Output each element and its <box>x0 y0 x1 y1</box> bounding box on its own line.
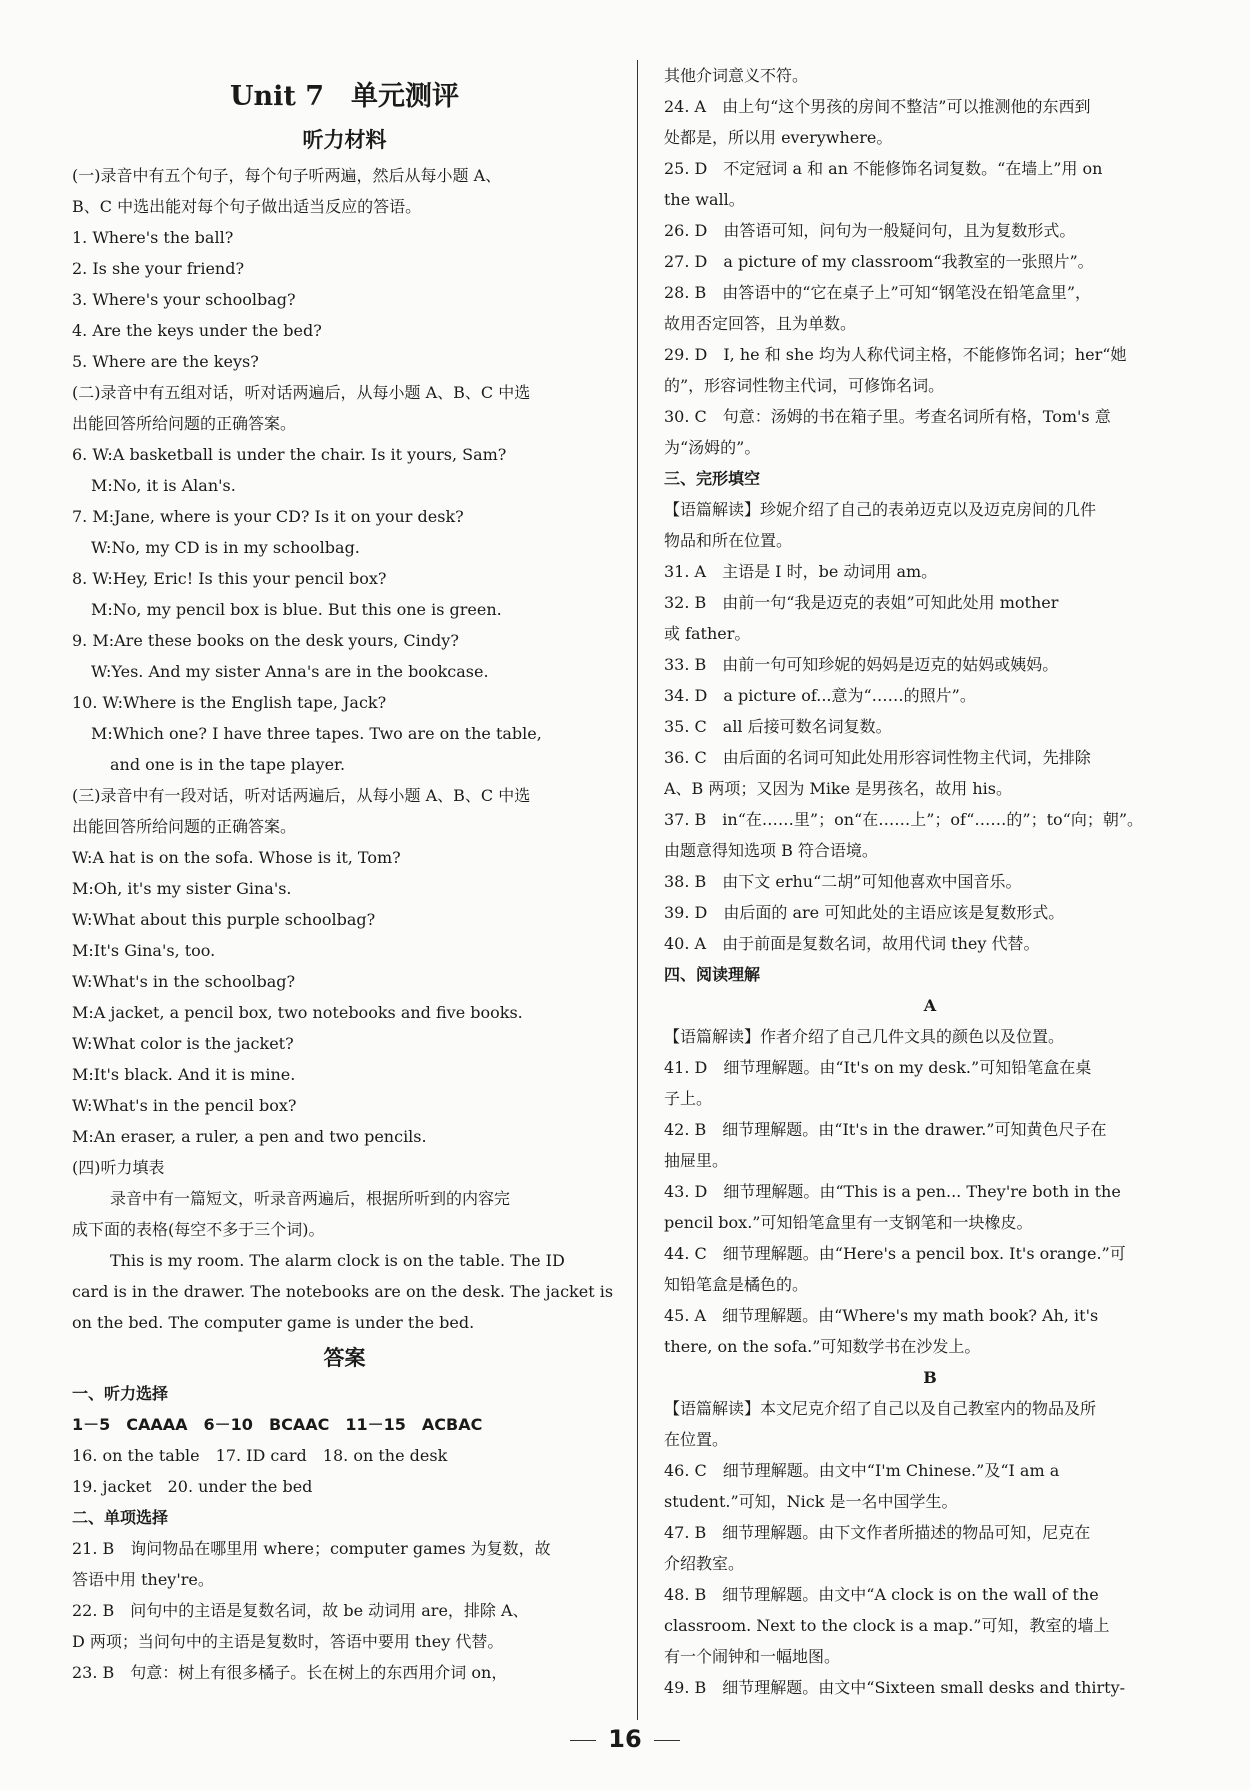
answer-line: student.”可知，Nick 是一名中国学生。 <box>664 1492 958 1511</box>
answer-line: D 两项；当问句中的主语是复数时，答语中要用 they 代替。 <box>72 1632 504 1651</box>
answer-line: 26. D 由答语可知，问句为一般疑问句，且为复数形式。 <box>664 221 1076 240</box>
passage-label: B <box>923 1368 937 1387</box>
answer-line: 1－5 CAAAA 6－10 BCAAC 11－15 ACBAC <box>72 1415 483 1434</box>
answer-line: 33. B 由前一句可知珍妮的妈妈是迈克的姑妈或姨妈。 <box>664 655 1059 674</box>
answer-line: 49. B 细节理解题。由文中“Sixteen small desks and thirty- <box>664 1678 1126 1697</box>
text-line: and one is in the tape player. <box>110 755 346 774</box>
listening-material-heading: 听力材料 <box>302 127 387 152</box>
text-line: M:No, my pencil box is blue. But this one is green. <box>91 600 502 619</box>
answer-line: 32. B 由前一句“我是迈克的表姐”可知此处用 mother <box>664 593 1059 612</box>
text-line: W:No, my CD is in my schoolbag. <box>91 538 360 557</box>
answer-line: 37. B in“在……里”；on“在……上”；of“……的”；to“向；朝”。 <box>664 810 1144 829</box>
text-line: card is in the drawer. The notebooks are on the desk. The jacket is <box>72 1282 614 1301</box>
answer-line: the wall。 <box>664 190 745 209</box>
answer-line: 36. C 由后面的名词可知此处用形容词性物主代词，先排除 <box>664 748 1091 767</box>
text-line: 4. Are the keys under the bed? <box>72 321 322 340</box>
column-divider <box>637 60 638 1720</box>
section-heading: 四、阅读理解 <box>664 965 761 984</box>
answer-line: 由题意得知选项 B 符合语境。 <box>664 841 878 860</box>
text-line: 8. W:Hey, Eric! Is this your pencil box? <box>72 569 387 588</box>
text-line: (三)录音中有一段对话，听对话两遍后，从每小题 A、B、C 中选 <box>72 786 531 805</box>
text-line: 录音中有一篇短文，听录音两遍后，根据所听到的内容完 <box>110 1189 511 1208</box>
answer-line: 40. A 由于前面是复数名词，故用代词 they 代替。 <box>664 934 1040 953</box>
text-line: 成下面的表格(每空不多于三个词)。 <box>72 1220 325 1239</box>
text-line: 出能回答所给问题的正确答案。 <box>72 817 297 836</box>
answer-line: 抽屉里。 <box>664 1151 729 1170</box>
answer-line: 处都是，所以用 everywhere。 <box>664 128 893 147</box>
answer-line: 答语中用 they're。 <box>72 1570 214 1589</box>
answer-line: 19. jacket 20. under the bed <box>72 1477 313 1496</box>
answer-line: 45. A 细节理解题。由“Where's my math book? Ah, it's <box>664 1306 1099 1325</box>
answer-line: 46. C 细节理解题。由文中“I'm Chinese.”及“I am a <box>664 1461 1060 1480</box>
text-line: M:An eraser, a ruler, a pen and two pencils. <box>72 1127 427 1146</box>
answer-line: 23. B 句意：树上有很多橘子。长在树上的东西用介词 on， <box>72 1663 508 1682</box>
text-line: 出能回答所给问题的正确答案。 <box>72 414 297 433</box>
answer-line: 28. B 由答语中的“它在桌子上”可知“钢笔没在铅笔盒里”， <box>664 283 1092 302</box>
text-line: W:Yes. And my sister Anna's are in the bookcase. <box>91 662 489 681</box>
left-column <box>72 60 617 1688</box>
text-line: M:Oh, it's my sister Gina's. <box>72 879 292 898</box>
text-line: 5. Where are the keys? <box>72 352 259 371</box>
text-line: (二)录音中有五组对话，听对话两遍后，从每小题 A、B、C 中选 <box>72 383 531 402</box>
text-line: W:What about this purple schoolbag? <box>72 910 376 929</box>
text-line: 6. W:A basketball is under the chair. Is it yours, Sam? <box>72 445 507 464</box>
text-line: (一)录音中有五个句子，每个句子听两遍，然后从每小题 A、 <box>72 166 502 185</box>
answer-line: 42. B 细节理解题。由“It's in the drawer.”可知黄色尺子在 <box>664 1120 1107 1139</box>
text-line: 7. M:Jane, where is your CD? Is it on your desk? <box>72 507 464 526</box>
answer-line: 35. C all 后接可数名词复数。 <box>664 717 892 736</box>
text-line: 2. Is she your friend? <box>72 259 245 278</box>
passage-summary: 【语篇解读】珍妮介绍了自己的表弟迈克以及迈克房间的几件 <box>664 500 1097 519</box>
page-number-footer <box>0 1725 1250 1753</box>
text-line: This is my room. The alarm clock is on the table. The ID <box>110 1251 565 1270</box>
answer-line: pencil box.”可知铅笔盒里有一支钢笔和一块橡皮。 <box>664 1213 1033 1232</box>
text-line: M:It's Gina's, too. <box>72 941 216 960</box>
passage-label: A <box>923 996 937 1015</box>
answer-line: 34. D a picture of...意为“……的照片”。 <box>664 686 976 705</box>
right-dash <box>654 1740 680 1741</box>
answer-line: 介绍教室。 <box>664 1554 745 1573</box>
text-line: 10. W:Where is the English tape, Jack? <box>72 693 387 712</box>
answers-heading: 答案 <box>323 1345 366 1370</box>
answer-line: 子上。 <box>664 1089 713 1108</box>
text-line: 3. Where's your schoolbag? <box>72 290 296 309</box>
right-column <box>664 60 1196 1703</box>
text-line: M:It's black. And it is mine. <box>72 1065 296 1084</box>
answer-line: 30. C 句意：汤姆的书在箱子里。考查名词所有格，Tom's 意 <box>664 407 1111 426</box>
answer-line: 为“汤姆的”。 <box>664 438 761 457</box>
answer-line: 41. D 细节理解题。由“It's on my desk.”可知铅笔盒在桌 <box>664 1058 1092 1077</box>
answer-line: 38. B 由下文 erhu“二胡”可知他喜欢中国音乐。 <box>664 872 1022 891</box>
left-dash <box>570 1740 596 1741</box>
text-line: B、C 中选出能对每个句子做出适当反应的答语。 <box>72 197 422 216</box>
text-line: W:What's in the schoolbag? <box>72 972 296 991</box>
answer-line: 48. B 细节理解题。由文中“A clock is on the wall of the <box>664 1585 1099 1604</box>
answer-line: 21. B 询问物品在哪里用 where；computer games 为复数，故 <box>72 1539 551 1558</box>
text-line: 9. M:Are these books on the desk yours, Cindy? <box>72 631 459 650</box>
passage-summary: 【语篇解读】作者介绍了自己几件文具的颜色以及位置。 <box>664 1027 1065 1046</box>
answer-line: 16. on the table 17. ID card 18. on the desk <box>72 1446 448 1465</box>
answer-line: 31. A 主语是 I 时，be 动词用 am。 <box>664 562 938 581</box>
text-line: W:A hat is on the sofa. Whose is it, Tom? <box>72 848 401 867</box>
passage-summary: 【语篇解读】本文尼克介绍了自己以及自己教室内的物品及所 <box>664 1399 1097 1418</box>
section-heading: 一、听力选择 <box>72 1384 169 1403</box>
section-heading: 三、完形填空 <box>664 469 761 488</box>
text-line: 1. Where's the ball? <box>72 228 234 247</box>
answer-line: 43. D 细节理解题。由“This is a pen... They're both in the <box>664 1182 1121 1201</box>
section-heading: 二、单项选择 <box>72 1508 169 1527</box>
text-line: on the bed. The computer game is under the bed. <box>72 1313 475 1332</box>
answer-line: 知铅笔盒是橘色的。 <box>664 1275 809 1294</box>
page-number: 16 <box>608 1725 642 1753</box>
answer-line: 的”，形容词性物主代词，可修饰名词。 <box>664 376 945 395</box>
answer-line: 39. D 由后面的 are 可知此处的主语应该是复数形式。 <box>664 903 1065 922</box>
answer-line: 物品和所在位置。 <box>664 531 793 550</box>
answer-line: 或 father。 <box>664 624 751 643</box>
answer-line: 有一个闹钟和一幅地图。 <box>664 1647 841 1666</box>
text-line: M:A jacket, a pencil box, two notebooks and five books. <box>72 1003 523 1022</box>
unit-title: Unit 7 单元测评 <box>229 81 460 112</box>
text-line: (四)听力填表 <box>72 1158 165 1177</box>
answer-line: 29. D I, he 和 she 均为人称代词主格，不能修饰名词；her“她 <box>664 345 1127 364</box>
text-line: W:What color is the jacket? <box>72 1034 294 1053</box>
answer-line: 24. A 由上句“这个男孩的房间不整洁”可以推测他的东西到 <box>664 97 1091 116</box>
text-line: W:What's in the pencil box? <box>72 1096 297 1115</box>
answer-line: 故用否定回答，且为单数。 <box>664 314 857 333</box>
answer-line: 25. D 不定冠词 a 和 an 不能修饰名词复数。“在墙上”用 on <box>664 159 1103 178</box>
text-line: M:No, it is Alan's. <box>91 476 236 495</box>
answer-line: 27. D a picture of my classroom“我教室的一张照片”。 <box>664 252 1094 271</box>
answer-line: 22. B 问句中的主语是复数名词，故 be 动词用 are，排除 A、 <box>72 1601 529 1620</box>
text-line: M:Which one? I have three tapes. Two are on the table, <box>91 724 542 743</box>
answer-line: there, on the sofa.”可知数学书在沙发上。 <box>664 1337 981 1356</box>
answer-line: A、B 两项；又因为 Mike 是男孩名，故用 his。 <box>664 779 1012 798</box>
answer-line: 44. C 细节理解题。由“Here's a pencil box. It's orange.”可 <box>664 1244 1126 1263</box>
answer-line: classroom. Next to the clock is a map.”可知，教室的墙上 <box>664 1616 1110 1635</box>
answer-line: 47. B 细节理解题。由下文作者所描述的物品可知，尼克在 <box>664 1523 1091 1542</box>
answer-line: 在位置。 <box>664 1430 729 1449</box>
answer-line: 其他介词意义不符。 <box>664 66 809 85</box>
